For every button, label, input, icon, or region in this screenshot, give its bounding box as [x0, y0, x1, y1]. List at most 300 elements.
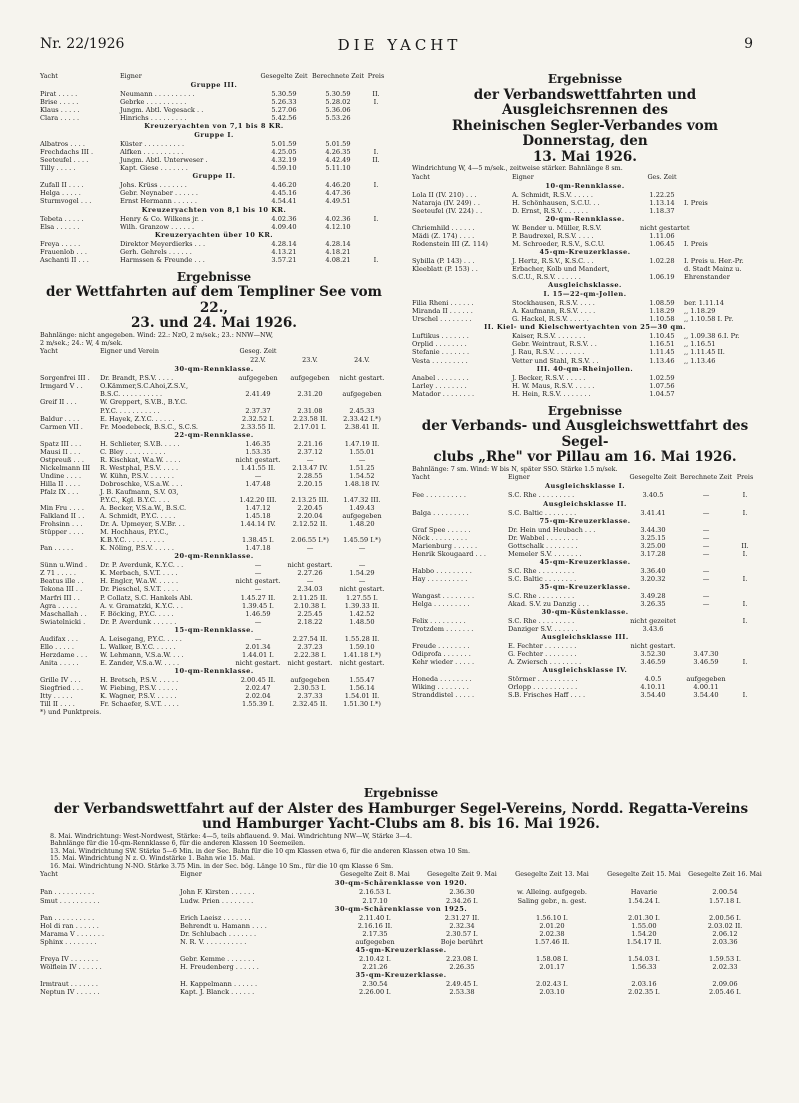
table-row — [412, 382, 758, 390]
table-cell: 2.00.45 II. — [240, 675, 276, 684]
table-cell: Memeler S.V. . . . . . . . — [508, 549, 582, 558]
table-cell: Stockhausen, R.S.V. . . . . — [512, 299, 595, 308]
table-cell: 4.59.10 — [271, 164, 297, 173]
table-cell — [336, 398, 388, 406]
table-cell: 1.55.00 — [631, 921, 657, 930]
table-cell: M. Hochhaus, P.Y.C., — [100, 528, 169, 537]
table-cell: Behrendt u. Hamann . . . . — [180, 921, 267, 930]
table-row — [40, 692, 388, 700]
table-cell: Tebeta . . . . . — [40, 214, 84, 223]
table-row — [412, 374, 758, 382]
group-title: Ausgleichsklasse. — [548, 281, 622, 290]
table-cell: ,, 1.16.51 — [684, 340, 716, 349]
table-cell: K. Wagner, P.S.V. . . . . . — [100, 691, 177, 700]
issue-number: Nr. 22/1926 — [40, 36, 125, 52]
table-row — [40, 496, 388, 504]
table-cell: J. B. Kaufmann, S.V. 03, — [100, 487, 179, 496]
table-cell: Danziger S.V. . . . . . . — [508, 625, 578, 633]
course-info: Bahnlänge: nicht angegeben. Wind: 22.: NzO, 2 m/sek.; 23.: NNW—NW, — [40, 330, 274, 339]
table-cell: Chriemhild . . . . . . — [412, 223, 475, 232]
table-cell: P.Y.C. . . . . . . . . . . — [100, 406, 160, 415]
table-cell: Agra . . . . . — [40, 601, 78, 610]
table-cell: Neptun IV . . . . . . — [40, 987, 100, 996]
table-cell: Freya . . . . . — [40, 239, 81, 248]
table-cell — [364, 164, 388, 172]
table-cell: 1.39.45 I. — [242, 601, 274, 610]
table-row — [40, 223, 388, 231]
table-cell: J. Hertz, R.S.V., K.S.C. . . — [512, 257, 594, 266]
table-cell: J. Rau, R.S.V. . . . . . . . — [512, 348, 585, 357]
table-cell: 2.03.36 — [712, 937, 738, 946]
table-cell: — — [702, 566, 710, 575]
group-title: Kreuzeryachten von 8,1 bis 10 KR. — [141, 205, 287, 214]
table-cell: 1.16.51 — [649, 340, 675, 349]
table-cell: H. Kappelmann . . . . . . — [180, 979, 258, 988]
table-row — [40, 922, 762, 930]
table-cell: Elsa . . . . . . — [40, 222, 80, 231]
table-cell: 1.13.14 — [649, 198, 675, 207]
table-row — [412, 691, 758, 699]
table-cell: A. Leisegang, P.Y.C. . . . . — [100, 634, 182, 643]
table-cell: 2.30.54 — [362, 979, 388, 988]
templin-subheader — [40, 356, 388, 365]
table-cell: Maschallah . . — [40, 609, 87, 618]
table-cell: 1.46.35 — [245, 439, 271, 448]
table-cell: 4.26.35 — [325, 148, 351, 157]
table-cell: Aschanti II . . . — [40, 255, 89, 264]
table-cell: I. — [742, 574, 748, 583]
table-cell: 4.42.49 — [325, 156, 351, 165]
table-cell: Dr. Hein und Heubach . . . — [508, 525, 596, 534]
table-row — [40, 520, 388, 528]
table-cell: Marienburg . . . . . . — [412, 541, 478, 550]
table-cell: Sybilla (P. 143) . . . — [412, 257, 475, 266]
table-row — [40, 164, 388, 172]
table-cell: 2.36.30 — [449, 888, 475, 897]
table-cell: I. — [373, 98, 379, 107]
table-cell: Helga . . . . . . . . . — [412, 599, 470, 608]
table-cell: Kehr wieder . . . . . — [412, 658, 475, 667]
table-row — [412, 625, 758, 633]
table-cell: 1.51.30 I.*) — [343, 700, 381, 709]
table-cell: 4.45.16 — [271, 189, 297, 198]
table-cell: — — [358, 544, 366, 553]
alster-results-section — [40, 786, 762, 996]
table-cell: 1.10.58 — [649, 315, 675, 324]
magazine-title: DIE YACHT — [337, 36, 462, 54]
table-cell: Falkland II . . — [40, 512, 85, 521]
table-cell: 2.20.04 — [297, 512, 323, 521]
table-cell: Kleeblatt (P. 153) . . — [412, 265, 478, 274]
table-row — [40, 189, 388, 197]
table-cell — [364, 223, 388, 231]
table-row — [40, 528, 388, 536]
table-cell: Marfri III . . — [40, 593, 80, 602]
table-cell: 2.20.45 — [297, 504, 323, 513]
table-cell: 1.42.20 III. — [239, 496, 277, 504]
table-cell: Irmgard V . . — [40, 382, 83, 391]
table-row — [40, 472, 388, 480]
table-row — [40, 456, 388, 464]
table-cell: 2.02.47 — [245, 683, 271, 692]
table-cell: 1.47.12 — [245, 504, 271, 513]
table-cell: Gerh. Gehrels . . . . . . — [120, 247, 192, 256]
table-cell: 4.00.11 — [693, 683, 719, 692]
table-cell: Wilh. Granzow . . . . . . — [120, 222, 195, 231]
table-cell: P. Collatz, S.C. Hankels Abl. — [100, 593, 193, 602]
table-cell: — — [702, 549, 710, 558]
table-cell — [684, 224, 758, 232]
table-cell: 1.41.55 II. — [240, 463, 276, 472]
table-row — [40, 897, 762, 905]
column-header-cell: Yacht — [412, 473, 430, 482]
table-cell: Neumann . . . . . . . . . . — [120, 90, 195, 98]
table-cell: Frauenlob . . . — [40, 247, 87, 256]
table-cell: S.C. Baltic . . . . . . . . — [508, 508, 577, 517]
table-cell — [364, 106, 388, 114]
group-title: 35-qm-Kreuzerklasse. — [355, 970, 447, 979]
table-cell: 3.43.6 — [642, 625, 664, 633]
table-cell: H. Englcr, W.a.W. . . . . . — [100, 577, 179, 586]
table-cell: nicht gestart. — [339, 374, 385, 383]
wind-note: Bahnlänge für die 10-qm-Rennklasse 6, für die anderen Klassen 10 Seemeilen. — [50, 839, 306, 848]
table-cell: 4.02.36 — [325, 214, 351, 223]
table-cell: Helga . . . . . — [40, 189, 81, 198]
table-row — [412, 600, 758, 608]
table-cell: S.C. Rhe . . . . . . . . . — [508, 591, 575, 600]
table-cell: I. — [742, 616, 748, 625]
table-cell — [684, 232, 758, 240]
table-cell: Hay . . . . . . . . . . — [412, 574, 468, 583]
table-cell: 1.39.33 II. — [344, 601, 380, 610]
column-header-cell: Yacht — [40, 72, 58, 80]
table-row — [412, 348, 758, 356]
table-cell: 2.31.27 II. — [444, 913, 480, 922]
table-row — [412, 658, 758, 666]
table-cell: W. Kühn, P.S.V. . . . . . . — [100, 471, 174, 480]
group-title: II. Kiel- und Kielschwertyachten von 25—30 qm. — [484, 323, 686, 332]
table-cell: K.B.Y.C. . . . . . . . . . — [100, 536, 165, 545]
table-cell: — — [702, 508, 710, 517]
table-cell: Kapt. J. Blanck . . . . . . — [180, 987, 255, 996]
table-cell: Trotzdem . . . . . . . — [412, 625, 474, 633]
table-cell: nicht gestart. — [630, 642, 676, 651]
table-cell — [364, 140, 388, 148]
alster-title-line: und Hamburger Yacht-Clubs am 8. bis 16. Mai 1926. — [202, 816, 600, 832]
table-cell — [232, 488, 284, 496]
table-cell: 2.01.17 — [539, 962, 565, 971]
table-cell — [40, 407, 100, 415]
table-row — [412, 575, 758, 583]
table-row — [412, 526, 758, 534]
table-row — [412, 224, 758, 232]
table-cell: Dr. Wabbel . . . . . . . . — [508, 533, 579, 542]
table-cell: Wölflein IV . . . . . . — [40, 962, 102, 971]
group-title: 30-qm-Rennklasse. — [174, 365, 254, 374]
table-cell: 2.45.33 — [349, 406, 375, 415]
table-cell: Seeteufel (IV. 224) . . — [412, 206, 483, 215]
table-cell: Pfalz IX . . . — [40, 487, 79, 496]
table-cell: 1.53.35 — [245, 447, 271, 456]
table-cell — [680, 625, 732, 633]
table-cell: nicht gestart. — [235, 455, 281, 464]
table-cell — [732, 526, 758, 534]
table-cell: 1.11.06 — [649, 231, 675, 240]
table-cell: Nöck . . . . . . . . . — [412, 533, 468, 542]
table-cell: Carmen VII . — [40, 422, 83, 431]
table-cell: 2.25.45 — [297, 609, 323, 618]
table-cell: S.C. Rhe . . . . . . . . . — [508, 491, 575, 500]
table-cell: Fr. Moedebeck, B.S.C., S.C.S. — [100, 422, 199, 431]
table-cell: 1.51.25 — [349, 463, 375, 472]
table-cell: Stüpper . . . . — [40, 528, 84, 537]
table-row — [40, 448, 388, 456]
table-cell: aufgegeben — [342, 390, 382, 399]
templin-title-line: 23. und 24. Mai 1926. — [131, 315, 297, 332]
table-row — [412, 617, 758, 625]
table-cell: 1.47.18 — [245, 544, 271, 553]
table-cell — [336, 528, 388, 536]
table-row — [40, 914, 762, 922]
table-cell — [732, 642, 758, 650]
table-cell: H. Freudenberg . . . . . . — [180, 962, 259, 971]
table-cell — [364, 248, 388, 256]
table-row — [412, 340, 758, 348]
table-cell: A. Kaufmann, R.S.V. . . . . — [512, 307, 596, 316]
table-cell: 2.31.20 — [297, 390, 323, 399]
table-cell: 1.55.28 II. — [344, 634, 380, 643]
table-cell — [732, 683, 758, 691]
table-cell: H. Schönhausen, S.C.U. . . — [512, 198, 600, 207]
table-row — [40, 635, 388, 643]
column-header-cell: Gesegelte Zeit — [629, 473, 677, 482]
table-cell: nicht gestart. — [235, 577, 281, 586]
table-cell: nicht gestart. — [339, 585, 385, 594]
table-cell: 2.02.33 — [712, 962, 738, 971]
table-cell: 4.13.21 — [271, 247, 297, 256]
table-cell: 2.23.58 II. — [292, 414, 328, 423]
table-row — [40, 602, 388, 610]
table-cell: Sorgenfrei III . — [40, 374, 90, 383]
table-row — [412, 257, 758, 265]
table-cell: Nataraja (IV. 249) . . — [412, 198, 480, 207]
group-title: 30-qm-Küstenklasse. — [541, 607, 629, 616]
table-cell: I. — [742, 599, 748, 608]
table-row — [412, 642, 758, 650]
table-cell: 1.47.32 III. — [343, 496, 381, 504]
table-cell — [336, 382, 388, 390]
alster-header — [40, 870, 762, 879]
table-cell: Stranddistel . . . . . — [412, 691, 475, 700]
table-cell: P. Baudrexel, R.S.V. . . . . — [512, 231, 594, 240]
table-cell: Dr. P. Averdunk . . . . . . — [100, 617, 177, 626]
table-cell: 1.54.01 II. — [344, 691, 380, 700]
table-cell: 2.30.57 I. — [446, 929, 478, 938]
group-title: 45-qm-Kreuzerklasse. — [539, 248, 631, 257]
table-row — [40, 488, 388, 496]
table-cell: Gebr. Kemme . . . . . . . — [180, 954, 255, 963]
table-cell: 2.27.54 II. — [292, 634, 328, 643]
table-cell: Jungm. Abtl. Unterweser . — [120, 156, 208, 165]
templin-title-line: der Wettfahrten auf dem Templiner See vom 22., — [46, 284, 382, 316]
table-cell: 3.17.28 — [640, 549, 666, 558]
table-cell: Undine . . . . — [40, 471, 82, 480]
table-cell: W. Lehmann, V.S.a.W. . . . — [100, 650, 184, 659]
table-cell — [680, 617, 732, 625]
table-cell: 1.59.10 — [349, 642, 375, 651]
group-title: 45-qm-Kreuzerklasse. — [539, 557, 631, 566]
table-cell — [732, 567, 758, 575]
table-row — [40, 651, 388, 659]
table-cell: 5.36.06 — [325, 106, 351, 115]
table-cell: H. Schlieter, S.V.B. . . . . — [100, 439, 180, 448]
table-cell: 4.28.14 — [325, 239, 351, 248]
table-cell: — — [702, 591, 710, 600]
table-cell: 3.52.30 — [640, 650, 666, 659]
table-cell: 5.30.59 — [325, 90, 351, 98]
table-cell: — — [702, 599, 710, 608]
column-header-cell — [100, 356, 232, 365]
group-title: 35-qm-Kreuzerklasse. — [539, 582, 631, 591]
table-row — [412, 265, 758, 273]
table-row — [40, 440, 388, 448]
table-cell — [732, 650, 758, 658]
table-cell: Albatros . . . . — [40, 140, 85, 149]
alster-title — [40, 786, 762, 833]
table-cell: Siegfried . . . — [40, 683, 84, 692]
table-cell: Dr. Brandt, P.S.V. . . . . — [100, 374, 174, 383]
column-header-cell: Preis — [367, 72, 385, 80]
table-cell: Min Fru . . . . — [40, 504, 84, 513]
table-row — [40, 577, 388, 585]
table-cell: Vesta . . . . . . . . . — [412, 356, 468, 365]
table-cell: 1.54.29 — [349, 569, 375, 578]
table-cell: 3.49.28 — [640, 591, 666, 600]
table-cell: 5.53.26 — [325, 114, 351, 123]
table-row — [40, 504, 388, 512]
table-row — [412, 650, 758, 658]
table-cell: 1.54.52 — [349, 471, 375, 480]
table-cell: 2.11.40 I. — [359, 913, 391, 922]
table-cell — [732, 592, 758, 600]
table-cell: 2.01.34 — [245, 642, 271, 651]
table-cell: 2.02.04 — [245, 691, 271, 700]
table-cell: A. Schmidt, R.S.V. . . . . . — [512, 190, 593, 199]
table-cell: R. Kischkat, W.a.W. . . . . — [100, 455, 181, 464]
table-cell — [412, 273, 512, 281]
table-cell: 1.44.14 IV. — [240, 520, 276, 529]
rhein-title — [412, 72, 758, 165]
group-title: 22-qm-Rennklasse. — [174, 430, 254, 439]
pillau-title-line: Ergebnisse — [547, 403, 623, 418]
column-header-cell: Yacht — [40, 870, 58, 879]
group-title: Ausgleichsklasse IV. — [542, 666, 628, 675]
table-cell: 1.54.03 I. — [628, 954, 660, 963]
table-row — [412, 534, 758, 542]
table-cell: S.B. Frisches Haff . . . . — [508, 691, 586, 700]
table-cell: 2.00.54 — [712, 888, 738, 897]
group-subtitle: I. 15—22-qm-Jollen. — [543, 290, 627, 299]
table-cell: 1.56.33 — [631, 962, 657, 971]
table-row — [40, 256, 388, 264]
table-cell: 2.02.35 I. — [628, 987, 660, 996]
table-cell: 2.03.10 — [539, 987, 565, 996]
table-row — [40, 980, 762, 988]
table-cell: Ostpreuß . . . — [40, 455, 84, 464]
table-cell: 1.54.17 II. — [626, 937, 662, 946]
group-title: 10-qm-Rennklasse. — [545, 181, 625, 190]
column-header-cell: Berechnete Zeit — [680, 473, 733, 482]
table-cell: Z 71 . . . . . — [40, 569, 77, 578]
table-cell: 3.26.35 — [640, 599, 666, 608]
table-cell: Frechdachs III . — [40, 148, 94, 157]
table-cell: 2.01.20 — [539, 921, 565, 930]
table-cell: D. Ernst, R.S.V. . . . . . . — [512, 206, 588, 215]
alster-title-line: der Verbandswettfahrt auf der Alster des Hamburger Segel-Vereins, Nordd. Regatta-Vereins — [53, 800, 749, 817]
table-cell: 1.41.18 I.*) — [343, 650, 381, 659]
table-cell: 1.08.59 — [649, 299, 675, 308]
table-cell: H. Hein, R.S.V. . . . . . . . — [512, 389, 591, 398]
table-cell: 2.26.00 I. — [359, 987, 391, 996]
table-row — [412, 299, 758, 307]
table-cell: 2.33.42 I.*) — [343, 414, 381, 423]
rhein-title-line: der Verbandswettfahrten und Ausgleichsrennen des — [473, 86, 697, 118]
table-cell: 4.28.14 — [271, 239, 297, 248]
table-cell: I. — [742, 508, 748, 517]
table-cell: nicht gestart. — [287, 561, 333, 570]
table-cell: Jungm. Abtl. Vegesack . . — [120, 106, 204, 115]
table-cell: I. Preis — [684, 240, 708, 249]
table-cell: Urschel . . . . . . . . — [412, 315, 472, 324]
table-cell: I. — [742, 691, 748, 700]
course-info: 2 m/sek.; 24.: W, 4 m/sek. — [40, 338, 123, 347]
table-cell: 1.18.29 — [649, 307, 675, 316]
wind-note: 16. Mai. Windrichtung N-NO. Stärke 3.75 Min. in der Sec. bög. Länge 10 Sm., für die 10 qm Klasse 6 Sm. — [50, 861, 394, 870]
table-cell: 1.56.10 I. — [536, 913, 568, 922]
group-title: 45-qm-Kreuzerklasse. — [355, 945, 447, 954]
table-row — [40, 140, 388, 148]
table-cell: Seeteufel . . . . — [40, 156, 89, 165]
table-cell: 4.08.21 — [325, 255, 351, 264]
table-row — [40, 415, 388, 423]
alster-title-line: Ergebnisse — [363, 786, 439, 800]
table-cell: aufgegeben — [686, 675, 726, 684]
table-cell: Ello . . . . . — [40, 642, 74, 651]
table-row — [40, 585, 388, 593]
table-cell: 1.58.08 I. — [536, 954, 568, 963]
table-cell: Odiprofa . . . . . . . — [412, 650, 471, 659]
table-cell: aufgegeben — [342, 512, 382, 521]
column-header-cell: Yacht — [40, 347, 58, 356]
table-cell: 1.27.55 I. — [346, 593, 378, 602]
table-row — [40, 594, 388, 602]
table-cell: R. Westphal, P.S.V. . . . . — [100, 463, 179, 472]
table-cell: 2.38.41 II. — [344, 422, 380, 431]
table-cell: — — [306, 577, 314, 586]
table-row — [412, 307, 758, 315]
table-cell: 5.01.59 — [325, 140, 351, 149]
group-title: Ausgleichsklasse I. — [544, 482, 626, 491]
table-cell: — — [306, 455, 314, 464]
table-cell: Pan . . . . . — [40, 544, 74, 553]
table-cell: 2.37.12 — [297, 447, 323, 456]
table-cell: ,, 1.10.58 I. Pr. — [684, 315, 734, 324]
table-cell: P.Y.C., Kgl. B.Y.C. . . . — [100, 496, 170, 504]
table-cell: — — [702, 533, 710, 542]
table-cell: Sphinx . . . . . . . . — [40, 937, 97, 946]
table-cell: Gebr. Neynaber . . . . . . — [120, 189, 199, 198]
table-row — [412, 357, 758, 365]
